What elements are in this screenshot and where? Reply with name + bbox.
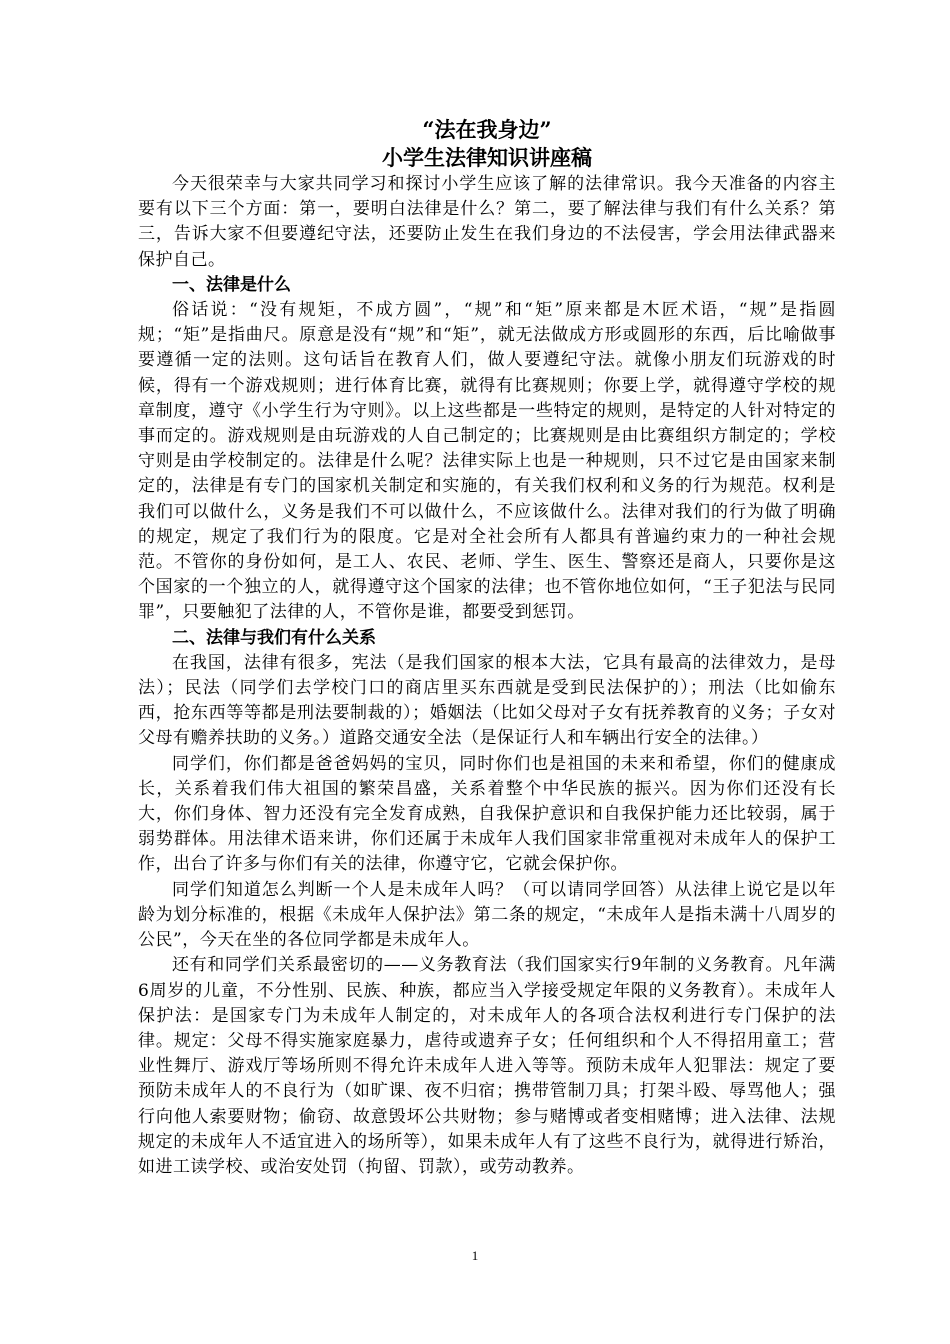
document-title-quote: “法在我身边” — [422, 117, 552, 142]
section-heading-what-is-law: 一、法律是什么 — [172, 274, 291, 295]
section2-paragraph-2: 同学们，你们都是爸爸妈妈的宝贝，同时你们也是祖国的未来和希望，你们的健康成长，关系着我们伟大祖国的繁荣昌盛，关系着整个中华民族的振兴。因为你们还没有长大，你们身体、智力还没有完全发育成熟，自我保护意识和自我保护能力还比较弱，属于弱势群体。用法律术语来讲，你们还属于未成年人我们国家非常重视对未成年人的保护工作，出台了许多与你们有关的法律，你遵守它，它就会保护你。 — [138, 753, 836, 875]
section2-paragraph-3: 同学们知道怎么判断一个人是未成年人吗？（可以请同学回答）从法律上说它是以年龄为划分标准的，根据《未成年人保护法》第二条的规定，“未成年人是指未满十八周岁的公民”，今天在坐的各位同学都是未成年人。 — [138, 879, 836, 951]
section2-paragraph-4: 还有和同学们关系最密切的——义务教育法（我们国家实行9年制的义务教育。凡年满6周岁的儿童，不分性别、民族、种族，都应当入学接受规定年限的义务教育）。未成年人保护法：是国家专门为未成年人制定的，对未成年人的各项合法权利进行专门保护的法律。规定：父母不得实施家庭暴力，虐待或遗弃子女；任何组织和个人不得招用童工；营业性舞厅、游戏厅等场所则不得允许未成年人进入等等。预防未成年人犯罪法：规定了要预防未成年人的不良行为（如旷课、夜不归宿；携带管制刀具；打架斗殴、辱骂他人；强行向他人索要财物；偷窃、故意毁坏公共财物；参与赌博或者变相赌博；进入法律、法规规定的未成年人不适宜进入的场所等），如果未成年人有了这些不良行为，就得进行矫治，如进工读学校、或治安处罚（拘留、罚款），或劳动教养。 — [138, 955, 836, 1177]
document-body — [138, 116, 836, 1180]
page-number: 1 — [471, 1248, 479, 1263]
section-heading-law-and-us: 二、法律与我们有什么关系 — [172, 627, 376, 648]
document-title: 小学生法律知识讲座稿 — [382, 145, 592, 170]
section2-paragraph-1: 在我国，法律有很多，宪法（是我们国家的根本大法，它具有最高的法律效力，是母法）；民法（同学们去学校门口的商店里买东西就是受到民法保护的）；刑法（比如偷东西，抢东西等等都是刑法要制裁的）；婚姻法（比如父母对子女有抚养教育的义务；子女对父母有赡养扶助的义务。）道路交通安全法（是保证行人和车辆出行安全的法律。） — [138, 652, 836, 749]
intro-paragraph: 今天很荣幸与大家共同学习和探讨小学生应该了解的法律常识。我今天准备的内容主要有以下三个方面：第一，要明白法律是什么？第二，要了解法律与我们有什么关系？第三，告诉大家不但要遵纪守法，还要防止发生在我们身边的不法侵害，学会用法律武器来保护自己。 — [138, 174, 836, 270]
section1-paragraph: 俗话说：“没有规矩，不成方圆”，“规”和“矩”原来都是木匠术语，“规”是指圆规；“矩”是指曲尺。原意是没有“规”和“矩”，就无法做成方形或圆形的东西，后比喻做事要遵循一定的法则。这句话旨在教育人们，做人要遵纪守法。就像小朋友们玩游戏的时候，得有一个游戏规则；进行体育比赛，就得有比赛规则；你要上学，就得遵守学校的规章制度，遵守《小学生行为守则》。以上这些都是一些特定的规则，是特定的人针对特定的事而定的。游戏规则是由玩游戏的人自己制定的；比赛规则是由比赛组织方制定的；学校守则是由学校制定的。法律是什么呢？法律实际上也是一种规则，只不过它是由国家来制定的，法律是有专门的国家机关制定和实施的，有关我们权利和义务的行为规范。权利是我们可以做什么，义务是我们不可以做什么，不应该做什么。法律对我们的行为做了明确的规定，规定了我们行为的限度。它是对全社会所有人都具有普遍约束力的一种社会规范。不管你的身份如何，是工人、农民、老师、学生、医生、警察还是商人，只要你是这个国家的一个独立的人，就得遵守这个国家的法律；也不管你地位如何，“王子犯法与民同罪”，只要触犯了法律的人，不管你是谁，都要受到惩罚。 — [138, 300, 836, 623]
